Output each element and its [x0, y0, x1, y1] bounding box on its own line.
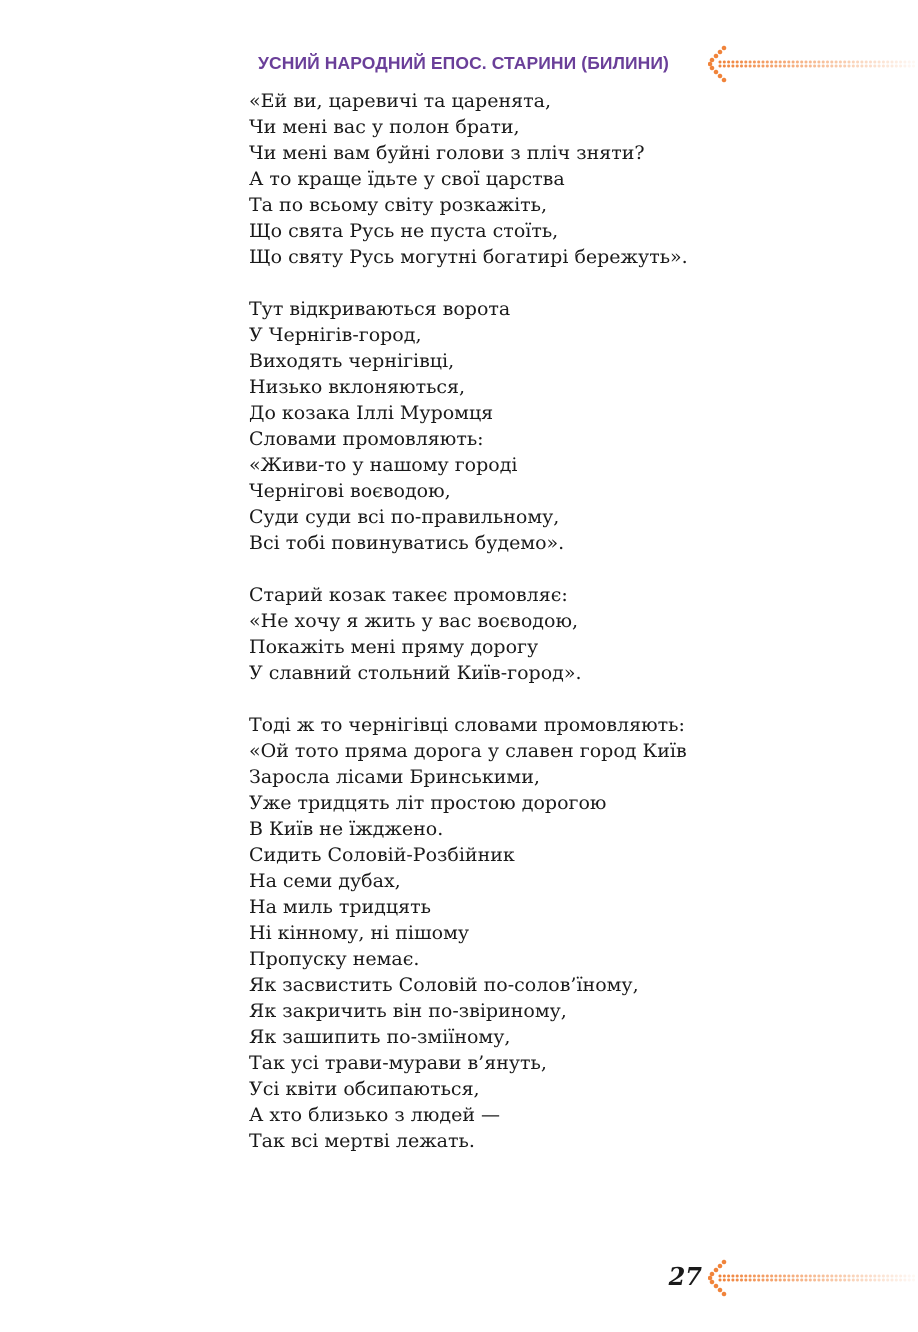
poem-line: Покажіть мені пряму дорогу	[249, 636, 539, 658]
poem-line: «Не хочу я жить у вас воєводою,	[249, 610, 579, 632]
poem-line: Ні кінному, ні пішому	[249, 922, 470, 944]
poem-line: Усі квіти обсипаються,	[249, 1078, 480, 1100]
poem-line: Чи мені вам буйні голови з пліч зняти?	[249, 142, 645, 164]
poem-line: Словами промовляють:	[249, 428, 484, 450]
poem-line: Як засвистить Соловій по-солов’їному,	[249, 974, 639, 996]
poem-text	[249, 88, 849, 1180]
arrow-dots-ornament-icon	[708, 1258, 918, 1298]
poem-line: Сидить Соловій-Розбійник	[249, 844, 515, 866]
poem-line: А то краще їдьте у свої царства	[249, 168, 565, 190]
poem-line: Старий козак такеє промовляє:	[249, 584, 568, 606]
poem-line: До козака Іллі Муромця	[249, 402, 494, 424]
arrow-dots-ornament-icon	[708, 44, 918, 84]
poem-line: Тоді ж то чернігівці словами промовляють:	[249, 714, 685, 736]
poem-line: Низько вклоняються,	[249, 376, 466, 398]
poem-line: Всі тобі повинуватись будемо».	[249, 532, 565, 554]
poem-line: Так усі трави-мурави в’януть,	[249, 1052, 547, 1074]
poem-line: «Ей ви, царевичі та царенята,	[249, 90, 551, 112]
stanza	[249, 296, 849, 556]
poem-line: Так всі мертві лежать.	[249, 1130, 475, 1152]
poem-line: Чи мені вас у полон брати,	[249, 116, 520, 138]
poem-line: В Київ не їжджено.	[249, 818, 444, 840]
section-title: УСНИЙ НАРОДНИЙ ЕПОС. СТАРИНИ (БИЛИНИ)	[258, 52, 669, 73]
poem-line: Заросла лісами Бринськими,	[249, 766, 540, 788]
poem-line: У Чернігів-город,	[249, 324, 422, 346]
poem-line: Що свята Русь не пуста стоїть,	[249, 220, 559, 242]
poem-line: На миль тридцять	[249, 896, 431, 918]
poem-line: Чернігові воєводою,	[249, 480, 451, 502]
stanza	[249, 712, 849, 1154]
running-header	[258, 50, 708, 76]
poem-line: Та по всьому світу розкажіть,	[249, 194, 548, 216]
stanza	[249, 88, 849, 270]
poem-line: Уже тридцять літ простою дорогою	[249, 792, 607, 814]
poem-line: Що святу Русь могутні богатирі бережуть».	[249, 246, 688, 268]
poem-line: Як закричить він по-звіриному,	[249, 1000, 567, 1022]
poem-line: Виходять чернігівці,	[249, 350, 455, 372]
poem-line: На семи дубах,	[249, 870, 401, 892]
poem-line: У славний стольний Київ-город».	[249, 662, 582, 684]
poem-line: Тут відкриваються ворота	[249, 298, 511, 320]
poem-line: А хто близько з людей —	[249, 1104, 501, 1126]
poem-line: Як зашипить по-зміїному,	[249, 1026, 511, 1048]
poem-line: «Живи-то у нашому городі	[249, 454, 518, 476]
poem-line: Пропуску немає.	[249, 948, 420, 970]
page-number: 27	[668, 1262, 702, 1291]
stanza	[249, 582, 849, 686]
poem-line: Суди суди всі по-правильному,	[249, 506, 560, 528]
poem-line: «Ой тото пряма дорога у славен город Київ	[249, 740, 687, 762]
